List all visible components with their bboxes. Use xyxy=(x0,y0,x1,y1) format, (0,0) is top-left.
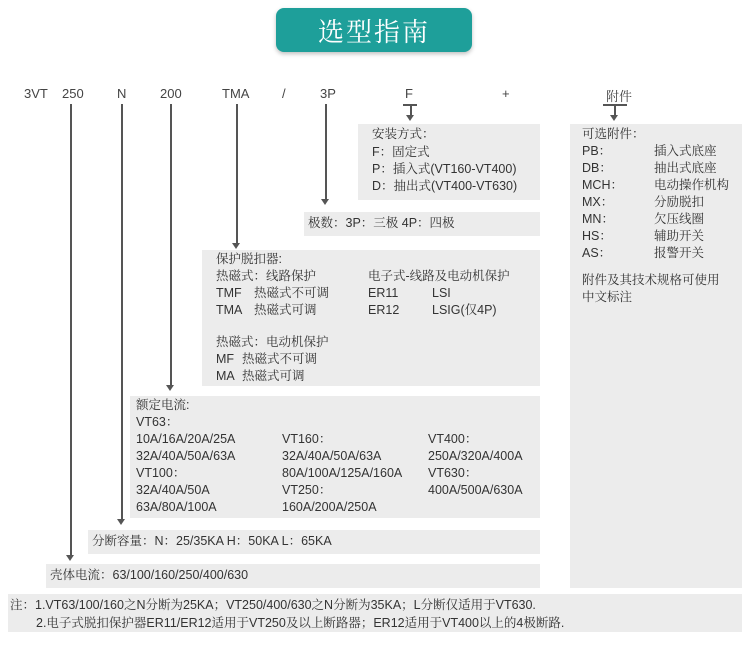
page-title: 选型指南 xyxy=(276,8,472,52)
trip-desc-tmf: 热磁式不可调 xyxy=(254,286,330,300)
trip-desc-er11: LSI xyxy=(432,286,451,300)
accessories-heading: 可选附件： xyxy=(582,127,645,141)
acc-name-mch: 电动操作机构 xyxy=(654,178,730,192)
current-vt160-r2: 80A/100A/125A/160A xyxy=(282,466,403,480)
install-box xyxy=(358,124,540,200)
code-current: 200 xyxy=(160,86,182,101)
motor-code-mf: MF xyxy=(216,352,235,366)
acc-name-db: 抽出式底座 xyxy=(654,161,717,175)
code-plus: + xyxy=(502,86,510,101)
connector-poles xyxy=(325,104,327,200)
arrow-install xyxy=(406,115,414,121)
thermal-heading: 热磁式：线路保护 xyxy=(216,269,317,283)
arrow-current xyxy=(166,385,174,391)
arrow-frame xyxy=(66,555,74,561)
current-vt400: VT400： xyxy=(428,432,478,446)
current-vt100: VT100： xyxy=(136,466,186,480)
acc-code-mch: MCH： xyxy=(582,178,623,192)
motor-desc-mf: 热磁式不可调 xyxy=(242,352,318,366)
code-poles: 3P xyxy=(320,86,336,101)
accessories-box xyxy=(570,124,742,588)
current-vt100-r2: 63A/80A/100A xyxy=(136,500,217,514)
acc-name-mn: 欠压线圈 xyxy=(654,212,705,226)
frame-text: 壳体电流：63/100/160/250/400/630 xyxy=(50,568,249,582)
code-trip: TMA xyxy=(222,86,250,101)
breaking-text: 分断容量：N：25/35KA H：50KA L：65KA xyxy=(92,534,332,548)
acc-name-mx: 分励脱扣 xyxy=(654,195,705,209)
acc-code-db: DB： xyxy=(582,161,612,175)
code-accessory: 附件 xyxy=(606,89,633,104)
arrow-breaking xyxy=(117,519,125,525)
current-heading: 额定电流: xyxy=(136,398,190,412)
code-slash: / xyxy=(282,86,286,101)
current-vt63: VT63： xyxy=(136,415,179,429)
current-vt63-r2: 32A/40A/50A/63A xyxy=(136,449,236,463)
trip-desc-tma: 热磁式可调 xyxy=(254,303,317,317)
acc-code-mx: MX： xyxy=(582,195,614,209)
current-vt63-r1: 10A/16A/20A/25A xyxy=(136,432,236,446)
connector-breaking xyxy=(121,104,123,520)
acc-name-hs: 辅助开关 xyxy=(654,229,705,243)
trip-code-er12: ER12 xyxy=(368,303,400,317)
note-line-1: 注：1.VT63/100/160之N分断为25KA；VT250/400/630之N分断为35KA；L分断仅适用于VT630. xyxy=(10,598,536,612)
current-box xyxy=(130,396,540,518)
acc-code-pb: PB： xyxy=(582,144,612,158)
accessories-footer-2: 中文标注 xyxy=(582,290,633,304)
current-vt100-r1: 32A/40A/50A xyxy=(136,483,210,497)
motor-code-ma: MA xyxy=(216,369,235,383)
acc-name-as: 报警开关 xyxy=(654,246,705,260)
frame-box xyxy=(46,564,540,588)
connector-current xyxy=(170,104,172,386)
motor-heading: 热磁式：电动机保护 xyxy=(216,335,329,349)
current-vt400-r1: 250A/320A/400A xyxy=(428,449,523,463)
protection-heading: 保护脱扣器: xyxy=(216,252,282,266)
install-heading: 安装方式： xyxy=(372,127,435,141)
accessories-footer-1: 附件及其技术规格可使用 xyxy=(582,273,720,287)
acc-code-hs: HS： xyxy=(582,229,612,243)
code-breaking: N xyxy=(117,86,127,101)
acc-name-pb: 插入式底座 xyxy=(654,144,717,158)
install-plugin: P：插入式(VT160-VT400) xyxy=(372,162,517,176)
current-vt160: VT160： xyxy=(282,432,332,446)
trip-code-er11: ER11 xyxy=(368,286,399,300)
poles-text: 极数：3P：三极 4P：四极 xyxy=(308,216,455,230)
notes-box xyxy=(8,594,742,632)
connector-frame xyxy=(70,104,72,556)
current-vt630: VT630： xyxy=(428,466,478,480)
note-line-2: 2.电子式脱扣保护器ER11/ER12适用于VT250及以上断路器；ER12适用于VT400以上的4极断路. xyxy=(36,616,565,630)
code-frame: 250 xyxy=(62,86,84,101)
acc-code-mn: MN： xyxy=(582,212,614,226)
motor-desc-ma: 热磁式可调 xyxy=(242,369,305,383)
protection-box xyxy=(202,250,540,386)
poles-box xyxy=(304,212,540,236)
electronic-heading: 电子式-线路及电动机保护 xyxy=(368,269,510,283)
trip-desc-er12: LSIG(仅4P) xyxy=(432,303,497,317)
trip-code-tmf: TMF xyxy=(216,286,242,300)
code-series: 3VT xyxy=(24,86,48,101)
arrow-accessory xyxy=(610,115,618,121)
current-vt250-r1: 160A/200A/250A xyxy=(282,500,377,514)
connector-trip xyxy=(236,104,238,244)
arrow-trip xyxy=(232,243,240,249)
install-fixed: F：固定式 xyxy=(372,145,430,159)
current-vt160-r1: 32A/40A/50A/63A xyxy=(282,449,382,463)
acc-code-as: AS： xyxy=(582,246,612,260)
current-vt630-r1: 400A/500A/630A xyxy=(428,483,523,497)
current-vt250: VT250： xyxy=(282,483,332,497)
trip-code-tma: TMA xyxy=(216,303,243,317)
code-install: F xyxy=(405,86,413,101)
arrow-poles xyxy=(321,199,329,205)
breaking-box xyxy=(88,530,540,554)
install-drawout: D：抽出式(VT400-VT630) xyxy=(372,179,518,193)
